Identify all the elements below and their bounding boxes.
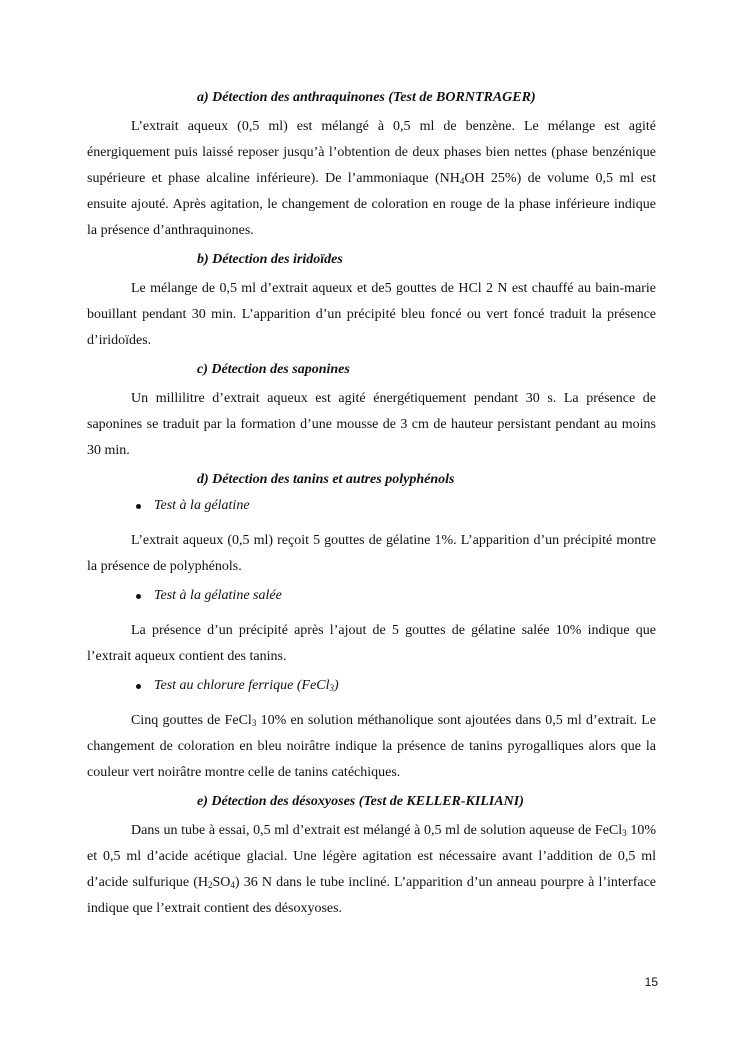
- heading-desoxyoses: e) Détection des désoxyoses (Test de KELLER-KILIANI): [197, 794, 524, 809]
- document-page: [87, 88, 656, 928]
- paragraph-iridoides: Le mélange de 0,5 ml d’extrait aqueux et de5 gouttes de HCl 2 N est chauffé au bain-marie bouillant pendant 30 min. L’apparition d’un précipité bleu foncé ou vert foncé traduit la présence d’iridoïdes.: [87, 281, 656, 348]
- paragraph-saponines: Un millilitre d’extrait aqueux est agité énergétiquement pendant 30 s. La présence de saponines se traduit par la formation d’une mousse de 3 cm de hauteur persistant pendant au moins 30 min.: [87, 391, 656, 458]
- heading-iridoides: b) Détection des iridoïdes: [197, 252, 343, 267]
- heading-anthraquinones: a) Détection des anthraquinones (Test de BORNTRAGER): [197, 90, 536, 105]
- bullet-dot-icon: [136, 504, 141, 509]
- bullet-chlorure-ferrique: Test au chlorure ferrique (FeCl$_3$): [131, 676, 656, 702]
- paragraph-desoxyoses: Dans un tube à essai, 0,5 ml d’extrait est mélangé à 0,5 ml de solution aqueuse de FeCl$_3$ 10% et 0,5 ml d’acide acétique glacial. Une légère agitation est nécessaire avant l’addition de 0,5 ml d’acide sulfurique $(H_2SO_4)$ 36 N dans le tube incliné. L’apparition d’un anneau pourpre à l’interface indique que l’extrait contient des désoxyoses.: [87, 823, 656, 916]
- paragraph-anthraquinones: L’extrait aqueux (0,5 ml) est mélangé à 0,5 ml de benzène. Le mélange est agité énergiquement puis laissé reposer jusqu’à l’obtention de deux phases bien nettes (phase benzénique supérieure et phase alcaline inférieure). De l’ammoniaque ($NH_4OH$ 25%) de volume 0,5 ml est ensuite ajouté. Après agitation, le changement de coloration en rouge de la phase inférieure indique la présence d’anthraquinones.: [87, 119, 656, 238]
- bullet-gelatine-salee: Test à la gélatine salée: [131, 586, 656, 612]
- bullet-dot-icon: [136, 594, 141, 599]
- paragraph-gelatine-salee: La présence d’un précipité après l’ajout de 5 gouttes de gélatine salée 10% indique que l’extrait aqueux contient des tanins.: [87, 623, 656, 664]
- bullet-gelatine: Test à la gélatine: [131, 496, 656, 522]
- page-number: 15: [644, 975, 658, 989]
- heading-saponines: c) Détection des saponines: [197, 362, 350, 377]
- paragraph-gelatine: L’extrait aqueux (0,5 ml) reçoit 5 gouttes de gélatine 1%. L’apparition d’un précipité montre la présence de polyphénols.: [87, 533, 656, 574]
- bullet-dot-icon: [136, 684, 141, 689]
- heading-tanins: d) Détection des tanins et autres polyphénols: [197, 472, 455, 487]
- paragraph-chlorure-ferrique: Cinq gouttes de FeCl$_3$ 10% en solution méthanolique sont ajoutées dans 0,5 ml d’extrait. Le changement de coloration en bleu noirâtre indique la présence de tanins pyrogalliques alors que la couleur vert noirâtre montre celle de tanins catéchiques.: [87, 713, 656, 780]
